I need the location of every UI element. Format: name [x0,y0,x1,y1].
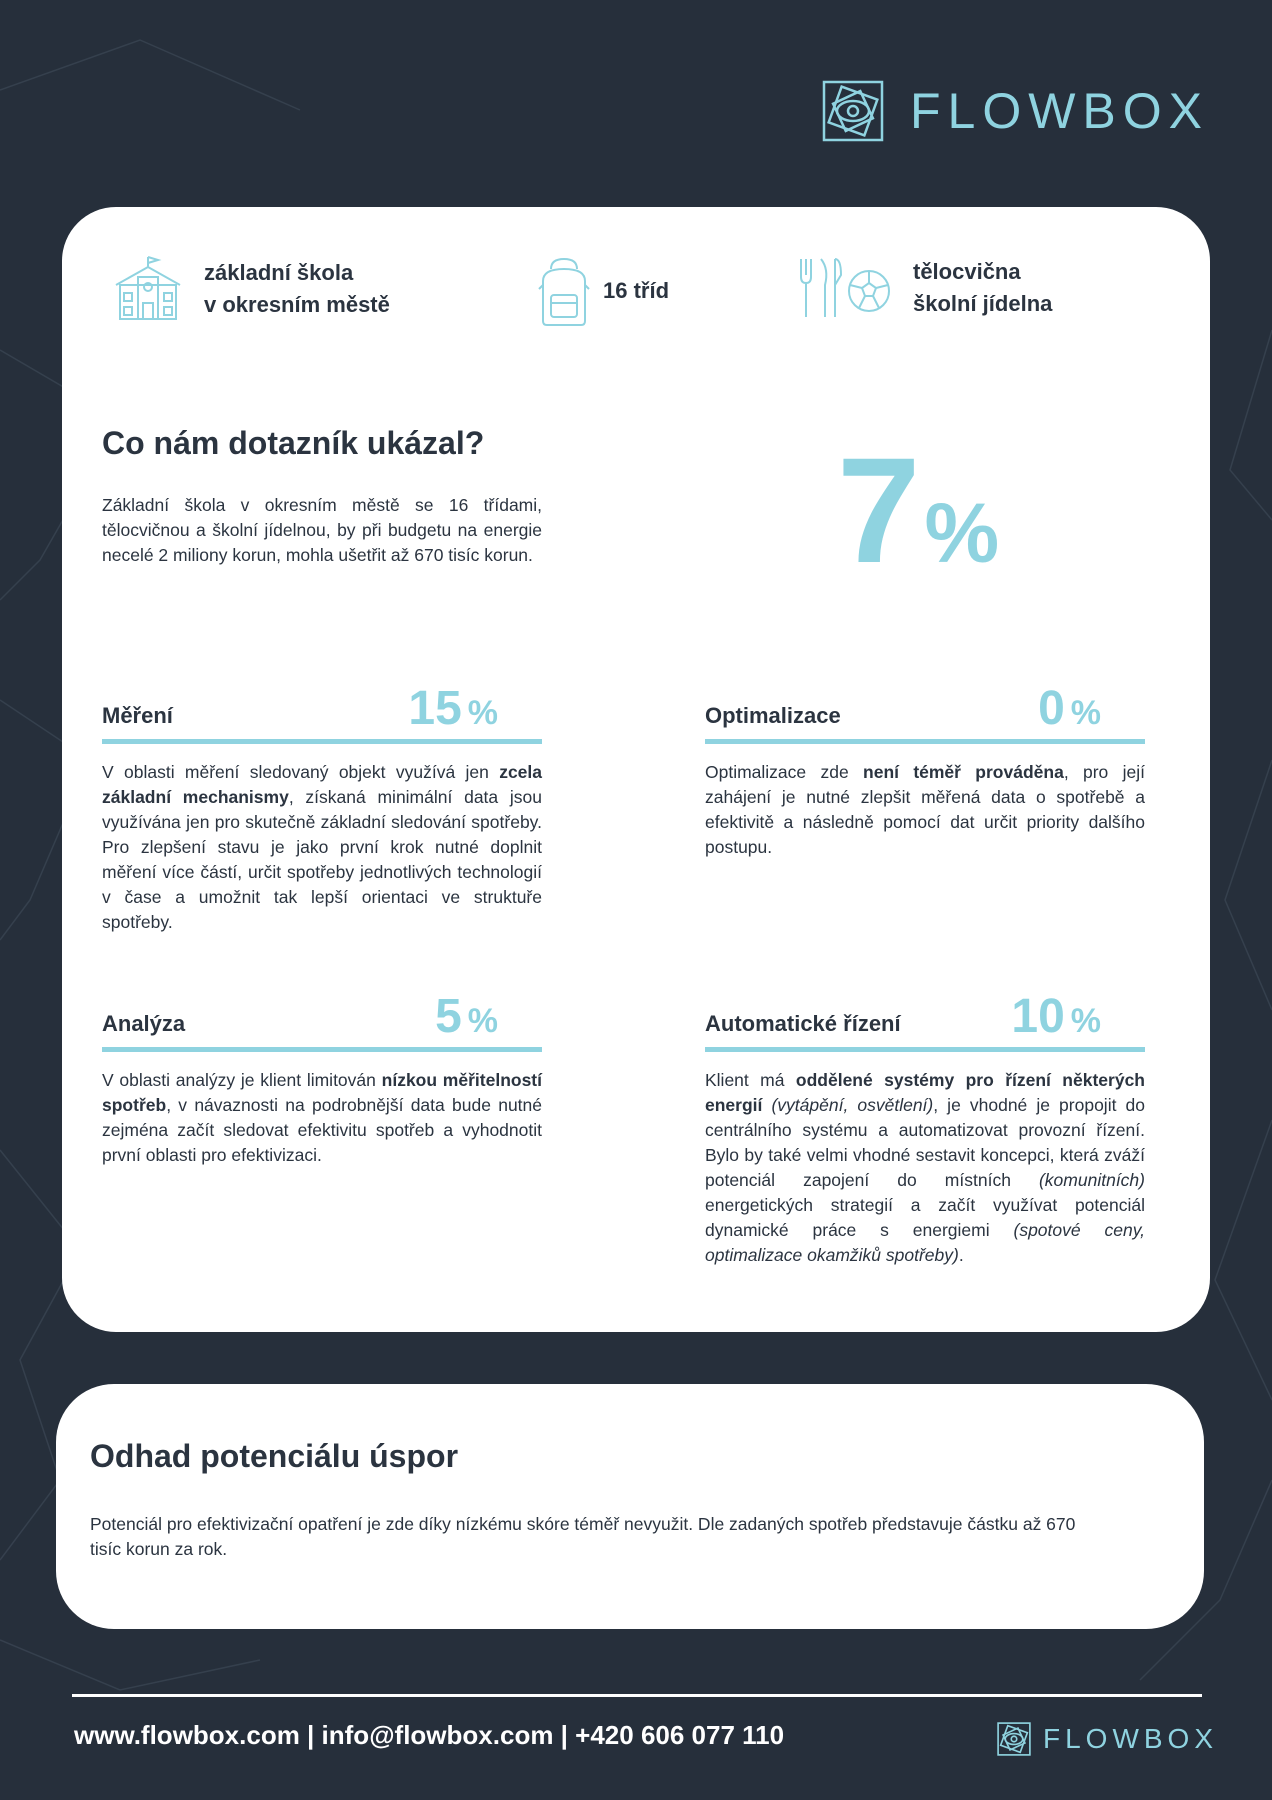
text-run: , v návaznosti na podrobnější data bude nutné zejména začít sledovat efektivitu spotřeb a vyhodnotit první oblasti pro efektivizaci. [102,1095,542,1165]
section-title: Měření [102,703,173,728]
text-run: Optimalizace zde [705,762,864,782]
overall-score-unit: % [924,486,1000,580]
fact-line: tělocvična [913,259,1021,284]
section-score-unit: % [467,1002,498,1040]
text-italic: (vytápění, osvětlení) [762,1095,934,1115]
text-bold: není téměř prováděna [863,762,1064,782]
section-header [102,679,542,744]
fact-line: 16 tříd [603,278,670,303]
flowbox-logo-icon [997,1722,1031,1756]
logo-wordmark: FLOWBOX [910,83,1210,139]
fact-line: v okresním městě [204,292,390,317]
text-run: V oblasti měření sledovaný objekt využívá jen [102,762,500,782]
savings-estimate-card [56,1384,1204,1629]
flowbox-logo-icon [822,80,884,142]
section-header [705,679,1145,744]
text-run: energetických strategií a začít využívat potenciál dynamické práce s energiemi [705,1195,1145,1240]
section-header [705,987,1145,1052]
fact-facilities [797,255,1052,321]
text-run: V oblasti analýzy je klient limitován [102,1070,382,1090]
section-rizeni [705,987,1145,1268]
summary-heading: Co nám dotazník ukázal? [102,425,485,461]
text-bold: zcela základní mechanismy [102,762,542,807]
estimate-heading: Odhad potenciálu úspor [90,1438,459,1474]
logo-wordmark: FLOWBOX [1043,1723,1219,1754]
results-card [62,207,1210,1332]
cutlery-ball-icon [797,255,893,321]
section-score-unit: % [467,694,498,732]
section-text [102,1068,542,1168]
text-italic: (komunitních) [1010,1170,1145,1190]
flowbox-logo-footer [997,1722,1218,1756]
overall-score [837,426,1000,594]
footer-divider [72,1694,1202,1697]
section-text [705,760,1145,860]
section-header [102,987,542,1052]
fact-school-type [112,255,390,323]
section-mereni [102,679,542,935]
estimate-text: Potenciál pro efektivizační opatření je zde díky nízkému skóre téměř nevyužit. Dle zadaných spotřeb představuje částku až 670 tisíc korun za rok. [90,1514,1076,1559]
fact-line: základní škola [204,260,354,285]
text-bold: nízkou měřitelností spotřeb [102,1070,542,1115]
section-score-value: 5 [435,990,462,1043]
text-run: , pro její zahájení je nutné zlepšit měřená data o spotřebě a efektivitě a následně pomocí dat určit priority dalšího postupu. [705,762,1145,857]
text-run: . [958,1245,964,1265]
section-text [705,1068,1145,1268]
text-italic: (spotové ceny, optimalizace okamžiků spotřeby) [705,1220,1146,1265]
section-analyza [102,987,542,1168]
section-score-value: 15 [408,682,462,735]
section-score-value: 10 [1011,990,1065,1043]
summary-text: Základní škola v okresním městě se 16 třídami, tělocvičnou a školní jídelnou, by při budgetu na energie necelé 2 miliony korun, mohla ušetřit až 670 tisíc korun. [102,495,542,565]
text-bold: oddělené systémy pro řízení některých energií [705,1070,1145,1115]
footer-contact: www.flowbox.com | info@flowbox.com | +420 606 077 110 [74,1720,785,1750]
text-run: Klient má [705,1070,796,1090]
backpack-icon [537,255,591,327]
overall-score-value: 7 [837,426,921,594]
fact-classes [537,255,669,327]
flowbox-logo [822,80,1209,142]
text-run: , je vhodné je propojit do centrálního systému a automatizovat provozní řízení. Bylo by také velmi vhodné sestavit koncepci, která zváží potenciál zapojení do místních [705,1095,1145,1190]
section-title: Optimalizace [705,703,841,728]
section-title: Automatické řízení [705,1011,901,1036]
section-score [408,682,498,735]
school-building-icon [112,255,184,323]
section-score-unit: % [1070,1002,1101,1040]
section-score [1038,682,1101,735]
section-score-value: 0 [1038,682,1065,735]
text-run: , získaná minimální data jsou využívána jen pro skutečně základní sledování spotřeby. Pro zlepšení stavu je jako první krok nutné doplnit měření více částí, určit spotřeby jednotlivých technologií v čase a umožnit tak lepší orientaci ve struktuře spotřeby. [102,787,542,932]
section-title: Analýza [102,1011,186,1036]
section-optimalizace [705,679,1145,860]
section-score [435,990,498,1043]
fact-line: školní jídelna [913,291,1053,316]
section-text [102,760,542,935]
section-score-unit: % [1070,694,1101,732]
section-score [1011,990,1101,1043]
